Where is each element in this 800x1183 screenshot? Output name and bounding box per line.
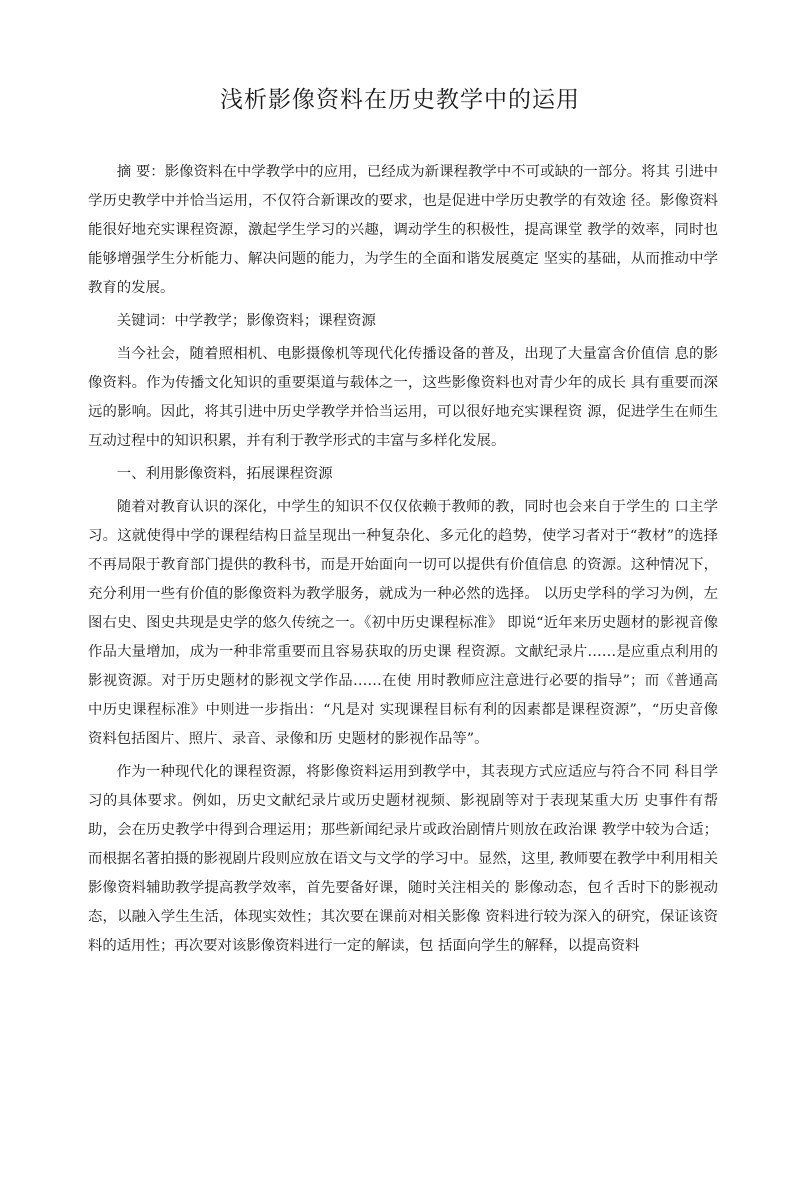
section-heading: 一、利用影像资料，拓展课程资源 bbox=[116, 466, 333, 482]
keywords-line: 关键词：中学教学；影像资料；课程资源 bbox=[116, 313, 376, 329]
document-title: 浅析影像资料在历史教学中的运用 bbox=[220, 87, 580, 113]
section-paragraph-2: 作为一种现代化的课程资源，将影像资料运用到教学中，其表现方式应适应与符合不同 科目学习的具体要求。例如，历史文献纪录片或历史题材视频、影视剧等对于表现某重大历 史事件有帮助，会在历史教学中得到合理运用；那些新闻纪录片或政治剧情片则放在政治课 教学中较为合适；而根据名著拍摄的影视剧片段则应放在语文与文学的学习中。显然，这里, 教师要在教学中利用相关影像资料辅助教学提高教学效率，首先要备好课，随时关注相关的 影像动态，包彳舌时下的影视动态，以融入学生生活，体现实效性；其次要在课前对相关影像 资料进行较为深入的研究，保证该资料的适用性；再次要对该影像资料进行一定的解读，包 括面向学生的解释，以提高资料 bbox=[88, 764, 718, 954]
document-body bbox=[88, 158, 718, 961]
section-paragraph-1: 随着对教育认识的深化，中学生的知识不仅仅依赖于教师的教，同时也会来自于学生的 口主学习。这就使得中学的课程结构日益呈现出一种复杂化、多元化的趋势，使学习者对于“教材”的选择不再局限于教育部门提供的教科书，而是开始面向一切可以提供有价值信息 的资源。这种情况下，充分利用一些有价值的影像资料为教学服务，就成为一种必然的选择。 以历史学科的学习为例，左图右史、图史共现是史学的悠久传统之一。《初中历史课程标准》 即说“近年来历史题材的影视音像作品大量增加，成为一种非常重要而且容易获取的历史课 程资源。文献纪录片……是应重点利用的影视资源。对于历史题材的影视文学作品……在使 用时教师应注意进行必要的指导”；而《普通高中历史课程标准》中则进一步指出：“凡是对 实现课程目标有利的因素都是课程资源”，“历史音像资料包括图片、照片、录音、录像和历 史题材的影视作品等”。 bbox=[88, 499, 718, 747]
intro-paragraph: 当今社会，随着照相机、电影摄像机等现代化传播设备的普及，出现了大量富含价值信 息的影像资料。作为传播文化知识的重要渠道与载体之一，这些影像资料也对青少年的成长 具有重要而深远的影响。因此，将其引进中历史学教学并恰当运用，可以很好地充实课程资 源，促进学生在师生互动过程中的知识积累，并有利于教学形式的丰富与多样化发展。 bbox=[88, 346, 718, 449]
abstract-paragraph: 摘 要：影像资料在中学教学中的应用，已经成为新课程教学中不可或缺的一部分。将其 引进中学历史教学中并恰当运用，不仅符合新课改的要求，也是促进中学历史教学的有效途 径。影像资料能很好地充实课程资源，激起学生学习的兴趣，调动学生的积极性，提高课堂 教学的效率，同时也能够增强学生分析能力、解决问题的能力，为学生的全面和谐发展奠定 坚实的基础，从而推动中学教育的发展。 bbox=[88, 164, 718, 296]
